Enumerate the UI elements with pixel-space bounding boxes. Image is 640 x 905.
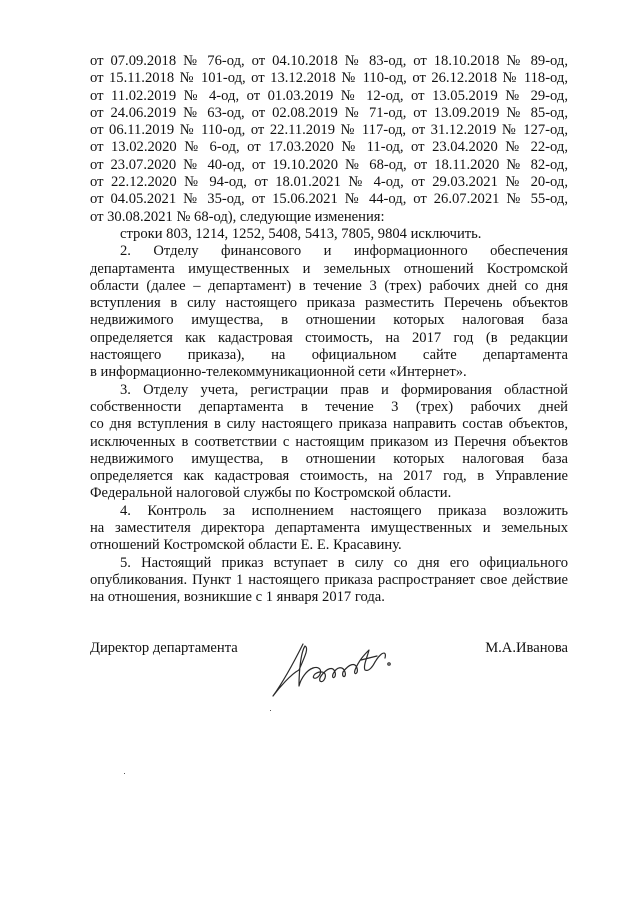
text-line: собственности департамента в течение 3 (трех) рабочих дней xyxy=(90,398,568,415)
amendment-list xyxy=(90,53,568,226)
paragraph-5 xyxy=(90,555,568,607)
text-line: от 11.02.2019 № 4-од, от 01.03.2019 № 12-од, от 13.05.2019 № 29-од, xyxy=(90,87,568,104)
paragraph-4 xyxy=(90,503,568,555)
text-line: строки 803, 1214, 1252, 5408, 5413, 7805, 9804 исключить. xyxy=(120,225,482,242)
text-line: вступления в силу настоящего приказа разместить Перечень объектов xyxy=(90,295,568,312)
text-line: исключенных в соответствии с настоящим приказом из Перечня объектов xyxy=(90,433,568,450)
text-line: от 30.08.2021 № 68-од), следующие изменения: xyxy=(90,208,385,225)
text-line: от 15.11.2018 № 101-од, от 13.12.2018 № 110-од, от 26.12.2018 № 118-од, xyxy=(90,70,568,87)
text-line: области (далее – департамент) в течение 3 (трех) рабочих дней со дня xyxy=(90,277,568,294)
text-line: недвижимого имущества, в отношении которых налоговая база xyxy=(90,312,568,329)
text-line: от 07.09.2018 № 76-од, от 04.10.2018 № 83-од, от 18.10.2018 № 89-од, xyxy=(90,53,568,69)
text-line: 5. Настоящий приказ вступает в силу со дня его официального xyxy=(120,554,568,571)
text-line: отношений Костромской области Е. Е. Красавину. xyxy=(90,537,402,554)
text-line: 2. Отделу финансового и информационного обеспечения xyxy=(120,243,568,260)
text-line: от 23.07.2020 № 40-од, от 19.10.2020 № 68-од, от 18.11.2020 № 82-од, xyxy=(90,156,568,173)
text-line: опубликования. Пункт 1 настоящего приказа распространяет свое действие xyxy=(90,571,568,588)
text-line: от 24.06.2019 № 63-од, от 02.08.2019 № 71-од, от 13.09.2019 № 85-од, xyxy=(90,104,568,121)
document-body xyxy=(90,53,568,607)
text-line: от 06.11.2019 № 110-од, от 22.11.2019 № 117-од, от 31.12.2019 № 127-од, xyxy=(90,122,568,139)
text-line: на заместителя директора департамента имущественных и земельных xyxy=(90,520,568,537)
text-line: от 04.05.2021 № 35-од, от 15.06.2021 № 44-од, от 26.07.2021 № 55-од, xyxy=(90,191,568,208)
excluded-rows-paragraph xyxy=(90,226,568,243)
text-line: определяется как кадастровая стоимость, на 2017 год (в редакции xyxy=(90,329,568,346)
text-line: 3. Отделу учета, регистрации прав и формирования областной xyxy=(120,381,568,398)
text-line: 4. Контроль за исполнением настоящего приказа возложить xyxy=(120,502,568,519)
text-line: в информационно-телекоммуникационной сети «Интернет». xyxy=(90,364,467,381)
text-line: от 13.02.2020 № 6-од, от 17.03.2020 № 11-од, от 23.04.2020 № 22-од, xyxy=(90,139,568,156)
text-line: настоящего приказа), на официальном сайте департамента xyxy=(90,347,568,364)
paragraph-2 xyxy=(90,243,568,381)
text-line: на отношения, возникшие с 1 января 2017 года. xyxy=(90,589,385,606)
scan-speck xyxy=(270,710,271,711)
signature-block xyxy=(90,640,568,720)
paragraph-3 xyxy=(90,382,568,503)
text-line: недвижимого имущества, в отношении которых налоговая база xyxy=(90,450,568,467)
signatory-name: М.А.Иванова xyxy=(485,640,568,656)
text-line: со дня вступления в силу настоящего приказа направить состав объектов, xyxy=(90,416,568,433)
text-line: определяется как кадастровая стоимость, на 2017 год, в Управление xyxy=(90,468,568,485)
text-line: Федеральной налоговой службы по Костромской области. xyxy=(90,485,452,502)
handwritten-signature xyxy=(265,630,415,710)
text-line: от 22.12.2020 № 94-од, от 18.01.2021 № 4-од, от 29.03.2021 № 20-од, xyxy=(90,174,568,191)
signatory-position: Директор департамента xyxy=(90,640,238,656)
scan-speck xyxy=(124,773,125,774)
text-line: департамента имущественных и земельных отношений Костромской xyxy=(90,260,568,277)
